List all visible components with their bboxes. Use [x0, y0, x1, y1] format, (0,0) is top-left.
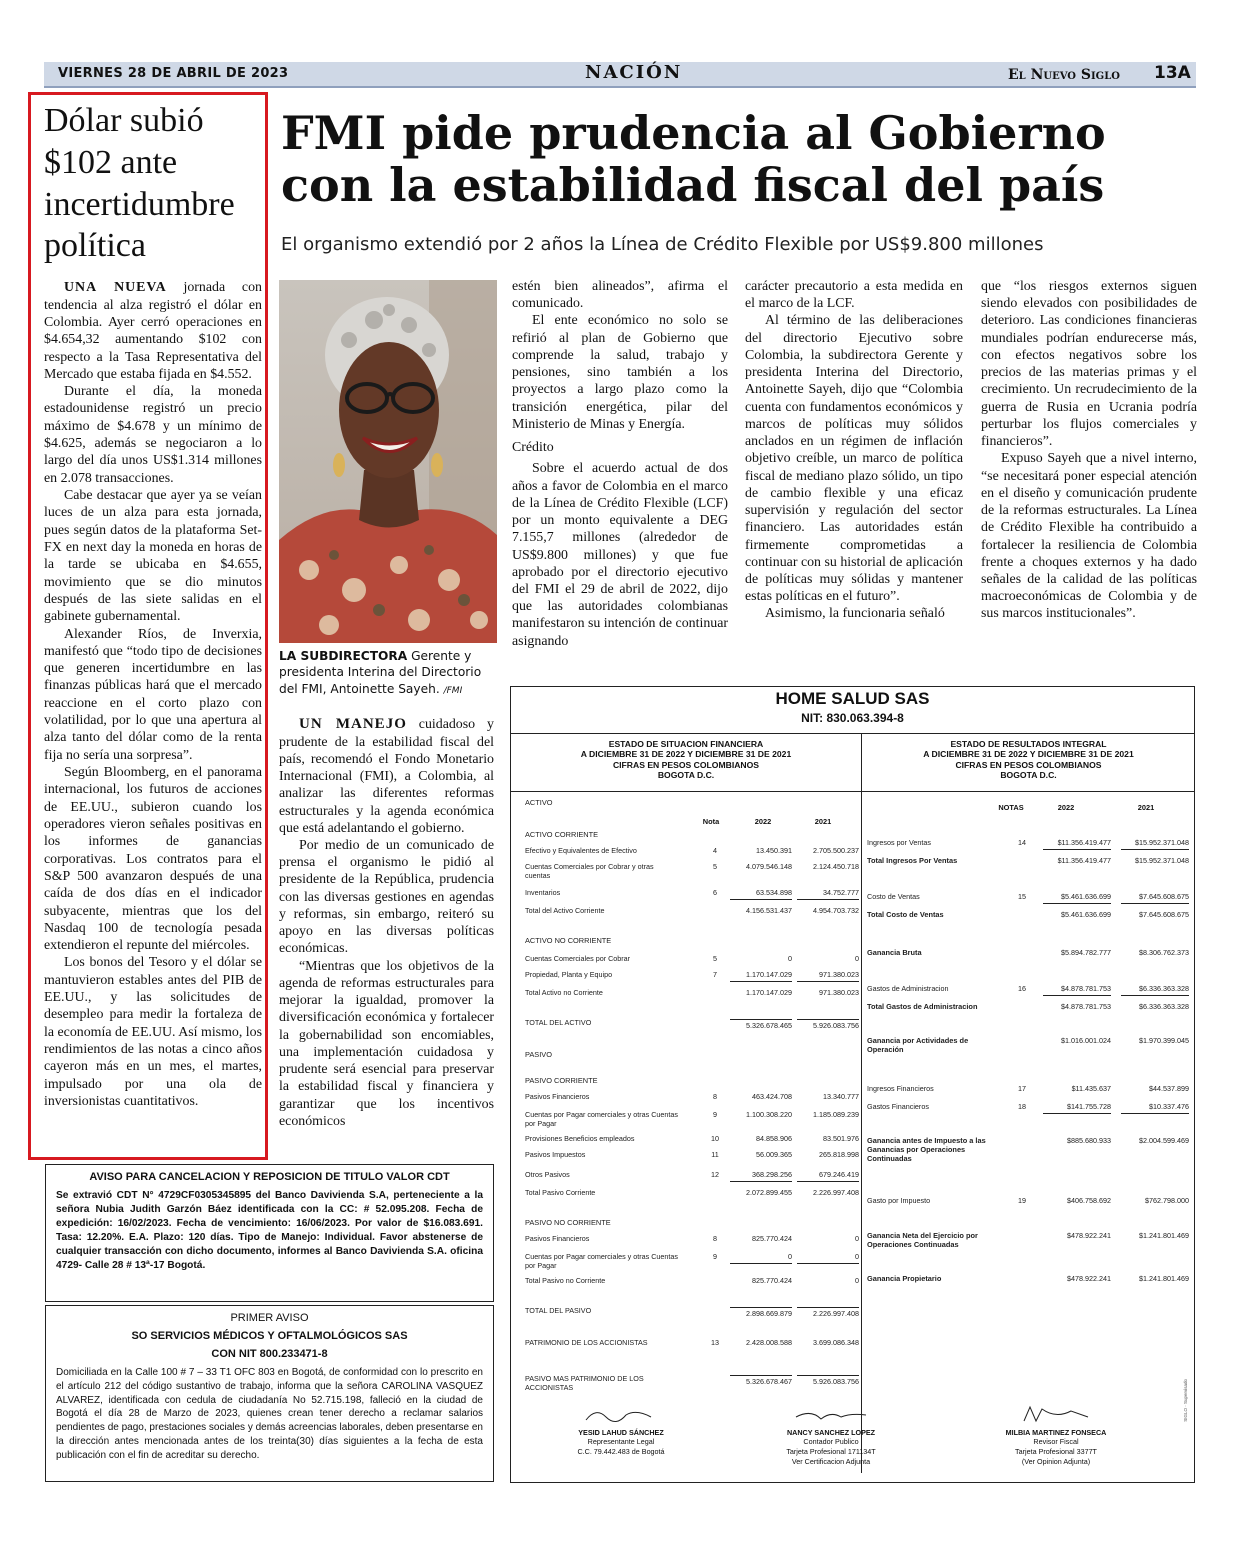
right-row-value-2022: $5.461.636.699 — [1043, 893, 1111, 904]
article-column-3 — [745, 278, 963, 623]
signature-mark — [791, 1405, 871, 1425]
left-row-label: ACTIVO — [525, 798, 553, 807]
fin-left-h4: BOGOTA D.C. — [657, 770, 715, 781]
left-row-label: Propiedad, Planta y Equipo — [525, 970, 613, 979]
left-row-label: TOTAL DEL ACTIVO — [525, 1018, 592, 1027]
main-paragraph-3: “Mientras que los objetivos de la agenda de reformas estructurales para mejorar la igualdad, promover la diversificación económica y fortalecer la gobernabilidad son encomiables, una implementación cuidadosa y prudente será esencial para preservar la estabilidad fiscal y financiera y garantizar que los incentivos económicos — [279, 958, 494, 1129]
left-row-label: Pasivos Impuestos — [525, 1150, 586, 1159]
left-row-value-2022: 1.100.308.220 — [746, 1110, 792, 1119]
right-row-value-2022: $5.461.636.699 — [1061, 910, 1111, 919]
fin-right-h2: A DICIEMBRE 31 DE 2022 Y DICIEMBRE 31 DE 2021 — [923, 749, 1134, 760]
page-number: 13A — [1154, 63, 1191, 83]
main-headline: FMI pide prudencia al Gobierno con la estabilidad fiscal del país — [281, 106, 1106, 212]
fin-right-heading — [861, 739, 1196, 781]
right-row-note: 16 — [1018, 984, 1026, 993]
fin-right-col-2022: 2022 — [1057, 803, 1075, 812]
left-paragraph-6: Los bonos del Tesoro y el dólar se mantuvieron estables antes del PIB de EE.UU., y las solicitudes de desempleo para medir la fortaleza de la economía de EE.UU. Así mismo, los rendimientos de las notas a cinco años cayeron más en un mes, el martes, impulsado por una ola de inversionistas cuantitativos. — [44, 955, 262, 1109]
first-notice-title: PRIMER AVISO — [230, 1312, 309, 1324]
main-paragraph-2: Por medio de un comunicado de prensa el organismo le pidió al presidente de la República, prudencia con las diversas gestiones en agendas y reformas, sin embargo, reiteró su apoyo en las diversas políticas económicas. — [279, 838, 494, 957]
right-row-value-2021: $1.970.399.045 — [1139, 1036, 1189, 1045]
right-row-label: Ganancia Bruta — [867, 948, 922, 957]
left-row-note: 5 — [713, 954, 717, 963]
left-row-value-2022: 56.009.365 — [756, 1150, 792, 1159]
left-row-value-2022: 4.079.546.148 — [746, 862, 792, 871]
left-row-value-2021: 0 — [855, 1276, 859, 1285]
left-paragraph-4: Alexander Ríos, de Inverxia, manifestó que “todo tipo de decisiones que generen incertidumbre en las finanzas públicas hará que el mercado reaccione en el corto plazo con volatilidad, por lo que una apertura al alza tanto del dólar como de la renta fija no sería una sorpresa”. — [44, 626, 262, 763]
right-row-label: Ganancia antes de Impuesto a las Ganancias por Operaciones Continuadas — [867, 1136, 986, 1163]
left-row-label: Total Activo no Corriente — [525, 988, 603, 997]
left-row-note: 4 — [713, 846, 717, 855]
left-row-value-2021: 971.380.023 — [819, 988, 859, 997]
photo-caption — [279, 648, 499, 697]
left-row-value-2022: 5.326.678.467 — [730, 1375, 792, 1387]
right-row-value-2021: $15.952.371.048 — [1135, 856, 1189, 865]
main-p1-text: cuidadoso y prudente de la estabilidad fiscal del país, recomendó el Fondo Monetario Internacional (FMI), a Colombia, al analizar las diferentes reformas estructurales y la agenda económica que está adelantando el gobierno. — [279, 717, 494, 836]
right-row-note: 14 — [1018, 838, 1026, 847]
sig2-note: Ver Certificacion Adjunta — [791, 1456, 871, 1466]
right-row-value-2022: $4.878.781.753 — [1061, 1002, 1111, 1011]
main-paragraph-8: Al término de las deliberaciones del directorio Ejecutivo sobre Colombia, la subdirectora Gerente y presidenta Interina del Directorio, Antoinette Sayeh, dijo que “Colombia cuenta con fundamentos económicos y marcos de políticas muy sólidos anclados en un régimen de inflación objetivo creíble, un marco de política fiscal de mediano plazo sólido, un tipo de cambio flexible y una eficaz supervisión y regulación del sector financiero. Las autoridades están firmemente comprometidas a continuar con su historial de aplicación de políticas muy sólidas y mantener estas políticas en el futuro”. — [745, 313, 963, 605]
financial-statements — [510, 686, 1195, 1483]
left-row-note: 9 — [713, 1252, 717, 1261]
left-row-value-2021: 2.705.500.237 — [813, 846, 859, 855]
left-article — [44, 100, 262, 1110]
left-row-label: ACTIVO NO CORRIENTE — [525, 936, 612, 945]
right-row-label: Ganancia Neta del Ejercicio por Operaciones Continuadas — [867, 1231, 978, 1249]
right-row-value-2022: $11.435.637 — [1071, 1084, 1111, 1093]
main-lead: UN MANEJO — [299, 716, 407, 732]
right-row-value-2021: $10.337.476 — [1121, 1103, 1189, 1114]
right-row-value-2021: $7.645.608.675 — [1121, 893, 1189, 904]
left-row-note: 11 — [711, 1150, 719, 1159]
fin-left-h1: ESTADO DE SITUACION FINANCIERA — [608, 739, 764, 749]
fin-divider-2 — [511, 791, 1194, 792]
right-row-label: Total Gastos de Administracion — [867, 1002, 978, 1011]
first-notice-body: Domiciliada en la Calle 100 # 7 – 33 T1 OFC 803 en Bogotá, de conformidad con lo prescrito en el artículo 212 del código sustantivo de trabajo, informa que la señora CAROLINA VASQUEZ ALVAREZ, identificada con cedula de ciudadanía No 52.715.198, falleció en la ciudad de Bogotá el día 28 de Marzo de 2023, quienes crean tener derecho a reclamar salarios pendientes de pago, prestaciones sociales y demás acreencias laborales, deben presentarse en la dirección antes mencionada antes de los treinta(30) días siguientes a la fecha de esta publicación con el fin de acreditar su derecho. — [56, 1367, 483, 1461]
right-row-value-2022: $141.755.728 — [1043, 1103, 1111, 1114]
sig1-role: Representante Legal — [587, 1437, 655, 1447]
sig2-id: Tarjeta Profesional 171134T — [786, 1447, 876, 1457]
left-row-label: Cuentas por Pagar comerciales y otras Cuentas por Pagar — [525, 1252, 679, 1270]
fin-company: HOME SALUD SAS — [775, 689, 930, 708]
main-paragraph-9: Asimismo, la funcionaria señaló — [765, 606, 945, 622]
left-row-note: 13 — [711, 1338, 719, 1347]
right-row-label: Costo de Ventas — [867, 892, 920, 901]
right-row-value-2022: $406.758.692 — [1067, 1196, 1111, 1205]
right-row-value-2022: $478.922.241 — [1067, 1231, 1111, 1240]
fin-left-col-2021: 2021 — [814, 817, 832, 826]
left-row-value-2022: 4.156.531.437 — [746, 906, 792, 915]
left-row-value-2022: 0 — [788, 954, 792, 963]
left-row-note: 8 — [713, 1092, 717, 1101]
sig1-id: C.C. 79.442.483 de Bogotá — [577, 1447, 665, 1457]
right-row-note: 17 — [1018, 1084, 1026, 1093]
main-paragraph-5: El ente económico no solo se refirió al plan de Gobierno que comprende la salud, trabajo y pensiones, sino también a los proyectos a largo plazo como la transición energética, pilar del Ministerio de Minas y Energía. — [512, 313, 728, 432]
right-row-label: Ingresos Financieros — [867, 1084, 934, 1093]
right-row-label: Gastos de Administracion — [867, 984, 949, 993]
main-paragraph-1 — [279, 715, 494, 837]
caption-credit: /FMI — [443, 685, 463, 696]
article-column-1 — [279, 715, 494, 1130]
right-row-note: 15 — [1018, 892, 1026, 901]
left-row-label: PASIVO NO CORRIENTE — [525, 1218, 611, 1227]
left-row-note: 6 — [713, 888, 717, 897]
left-row-label: Otros Pasivos — [525, 1170, 570, 1179]
left-row-value-2022: 1.170.147.029 — [730, 971, 792, 982]
caption-text: Gerente y presidenta Interina del Directorio del FMI, Antoinette Sayeh. — [279, 649, 482, 696]
left-row-value-2021: 34.752.777 — [797, 889, 859, 900]
signature-auditor — [971, 1405, 1141, 1467]
left-row-label: Efectivo y Equivalentes de Efectivo — [525, 846, 637, 855]
first-notice-company: SO SERVICIOS MÉDICOS Y OFTALMOLÓGICOS SAS — [131, 1330, 408, 1342]
main-paragraph-11: Expuso Sayeh que a nivel interno, “se necesitará poner especial atención en el diseño y comunicación prudente de la reformas estructurales. La Línea de Crédito Flexible ha contribuido a fortalecer la resiliencia de Colombia frente a choques externos y ha dado señales de la calidad de las políticas macroeconómicas de Colombia y de sus marcos institucionales”. — [981, 451, 1197, 622]
left-paragraph-3: Cabe destacar que ayer ya se veían luces de un alza para esta jornada, pues según datos de la plataforma Set-FX en next day la moneda en horas de la tarde se ubicaba en $4.655, movimiento que se dio minutos después de las siete salidas en el gabinete gubernamental. — [44, 488, 262, 625]
sig3-role: Revisor Fiscal — [1033, 1437, 1079, 1447]
sig2-role: Contador Publico — [803, 1437, 859, 1447]
main-paragraph-6: Sobre el acuerdo actual de dos años a favor de Colombia en el marco de la Línea de Crédito Flexible (LCF) por un monto equivalente a DEG 7.155,7 millones (alrededor de US$9.800 millones) y que fue aprobado por el directorio ejecutivo del FMI el 29 de abril de 2022, dijo que las autoridades colombianas manifestaron su intención de continuar asignando — [512, 461, 729, 649]
right-row-value-2022: $885.680.933 — [1067, 1136, 1111, 1145]
main-paragraph-4: estén bien alineados”, afirma el comunicado. — [512, 279, 728, 312]
left-row-value-2022: 0 — [730, 1253, 792, 1264]
left-row-value-2021: 3.699.086.348 — [813, 1338, 859, 1347]
left-row-value-2021: 2.226.997.408 — [813, 1188, 859, 1197]
left-p1-text: jornada con tendencia al alza registró el dólar en Colombia. Ayer cerró operaciones en $4.654,32 aumentando $102 con respecto a la Tasa Representativa del Mercado que estaba fijada en $4.552. — [44, 280, 262, 382]
left-row-value-2021: 13.340.777 — [823, 1092, 859, 1101]
main-paragraph-7: carácter precautorio a esta medida en el marco de la LCF. — [745, 279, 963, 312]
right-row-value-2021: $1.241.801.469 — [1139, 1231, 1189, 1240]
signature-legal-rep — [541, 1405, 701, 1457]
right-row-value-2022: $1.016.001.024 — [1061, 1036, 1111, 1045]
left-row-label: Pasivos Financieros — [525, 1234, 590, 1243]
left-row-label: Cuentas por Pagar comerciales y otras Cuentas por Pagar — [525, 1110, 679, 1128]
left-row-value-2021: 0 — [855, 954, 859, 963]
left-row-value-2022: 2.072.899.455 — [746, 1188, 792, 1197]
left-row-label: PASIVO MAS PATRIMONIO DE LOS ACCIONISTAS — [525, 1374, 644, 1392]
first-notice — [45, 1305, 494, 1482]
cdt-notice-title: AVISO PARA CANCELACION Y REPOSICION DE TITULO VALOR CDT — [89, 1171, 450, 1183]
left-row-value-2022: 5.326.678.465 — [730, 1019, 792, 1031]
first-notice-nit: CON NIT 800.233471-8 — [211, 1348, 328, 1360]
fin-right-h3: CIFRAS EN PESOS COLOMBIANOS — [955, 759, 1102, 770]
left-row-value-2021: 4.954.703.732 — [813, 906, 859, 915]
newspaper-name: El Nuevo Siglo — [1008, 67, 1120, 83]
right-row-value-2021: $8.306.762.373 — [1139, 948, 1189, 957]
article-column-2 — [512, 278, 728, 650]
left-row-value-2022: 1.170.147.029 — [746, 988, 792, 997]
left-row-value-2021: 2.226.997.408 — [797, 1307, 859, 1319]
right-row-label: Total Costo de Ventas — [867, 910, 944, 919]
left-row-value-2021: 679.246.419 — [797, 1171, 859, 1182]
right-row-value-2022: $5.894.782.777 — [1061, 948, 1111, 957]
right-row-label: Ganancia por Actividades de Operación — [867, 1036, 969, 1054]
signature-accountant — [751, 1405, 911, 1467]
left-row-value-2021: 971.380.023 — [797, 971, 859, 982]
right-row-value-2022: $478.922.241 — [1067, 1274, 1111, 1283]
right-row-label: Ganancia Propietario — [867, 1274, 942, 1283]
right-row-value-2021: $6.336.363.328 — [1121, 985, 1189, 996]
fin-left-col-nota: Nota — [702, 817, 720, 826]
left-row-label: Provisiones Beneficios empleados — [525, 1134, 635, 1143]
left-row-value-2022: 84.858.906 — [756, 1134, 792, 1143]
right-row-label: Ingresos por Ventas — [867, 838, 931, 847]
right-row-note: 18 — [1018, 1102, 1026, 1111]
right-row-value-2021: $7.645.608.675 — [1139, 910, 1189, 919]
fin-nit: NIT: 830.063.394-8 — [801, 711, 904, 725]
sig1-name: YESID LAHUD SÁNCHEZ — [578, 1427, 664, 1437]
left-paragraph-5: Según Bloomberg, en el panorama internacional, los futuros de acciones de EE.UU., subieron cuando los operadores vieron señales positivas en los informes de ganancias corporativas. Los contratos para el S&P 500 avanzaron después de una caída de dos días en el indicador subyacente, mientras que los del Nasdaq 100 de tecnología pesada extendieron el repunte del miércoles. — [44, 765, 262, 954]
right-row-label: Gastos Financieros — [867, 1102, 929, 1111]
right-row-value-2021: $762.798.000 — [1145, 1196, 1189, 1205]
left-lead: UNA NUEVA — [64, 280, 167, 296]
right-row-label: Gasto por Impuesto — [867, 1196, 931, 1205]
left-row-note: 12 — [711, 1170, 719, 1179]
sig3-note: (Ver Opinion Adjunta) — [1021, 1456, 1091, 1466]
left-row-value-2022: 13.450.391 — [756, 846, 792, 855]
left-row-value-2022: 2.898.669.879 — [730, 1307, 792, 1319]
fin-left-h2: A DICIEMBRE 31 DE 2022 Y DICIEMBRE 31 DE 2021 — [580, 749, 792, 760]
signature-mark — [581, 1405, 661, 1425]
sig3-id: Tarjeta Profesional 3377T — [1015, 1447, 1097, 1457]
right-row-label: Total Ingresos Por Ventas — [867, 856, 958, 865]
left-row-note: 10 — [711, 1134, 719, 1143]
left-paragraph-2: Durante el día, la moneda estadounidense registró un precio máximo de $4.678 y un mínimo de $4.625, además se negociaron a lo largo del día unos US$1.314 millones en 2.078 transacciones. — [44, 384, 262, 486]
right-row-value-2021: $44.537.899 — [1149, 1084, 1189, 1093]
credit-subheading: Crédito — [512, 440, 554, 456]
right-row-value-2021: $1.241.801.469 — [1139, 1274, 1189, 1283]
left-row-note: 5 — [713, 862, 717, 871]
sig2-name: NANCY SANCHEZ LOPEZ — [786, 1427, 876, 1437]
cdt-notice — [45, 1164, 494, 1302]
left-row-value-2021: 265.818.998 — [819, 1150, 859, 1159]
fin-right-h4: BOGOTA D.C. — [1000, 770, 1057, 781]
left-row-value-2022: 368.298.256 — [730, 1171, 792, 1182]
left-row-value-2021: 83.501.976 — [823, 1134, 859, 1143]
fin-column-divider — [861, 733, 862, 1473]
left-row-value-2021: 5.926.083.756 — [797, 1019, 859, 1031]
left-row-value-2022: 825.770.424 — [752, 1234, 792, 1243]
fin-left-col-2022: 2022 — [754, 817, 772, 826]
left-row-label: Cuentas Comerciales por Cobrar — [525, 954, 631, 963]
right-row-value-2022: $4.878.781.753 — [1043, 985, 1111, 996]
sig3-name: MILBIA MARTINEZ FONSECA — [1005, 1427, 1107, 1437]
portrait-photo — [279, 280, 497, 643]
left-row-label: Cuentas Comerciales por Cobrar y otras cuentas — [525, 862, 654, 880]
left-row-value-2021: 0 — [797, 1253, 859, 1264]
left-row-value-2022: 463.424.708 — [752, 1092, 792, 1101]
left-row-label: PATRIMONIO DE LOS ACCIONISTAS — [525, 1338, 648, 1347]
fin-right-col-2021: 2021 — [1137, 803, 1155, 812]
main-subhead: El organismo extendió por 2 años la Línea de Crédito Flexible por US$9.800 millones — [281, 234, 1044, 255]
left-row-note: 8 — [713, 1234, 717, 1243]
fin-left-heading — [511, 739, 861, 781]
caption-bold: LA SUBDIRECTORA — [279, 649, 408, 663]
left-row-value-2021: 1.185.089.239 — [813, 1110, 859, 1119]
fin-left-h3: CIFRAS EN PESOS COLOMBIANOS — [612, 759, 760, 770]
left-row-label: Inventarios — [525, 888, 561, 897]
left-row-label: PASIVO CORRIENTE — [525, 1076, 598, 1085]
left-paragraph-1 — [44, 279, 262, 383]
left-row-label: Total Pasivo no Corriente — [525, 1276, 606, 1285]
left-row-label: ACTIVO CORRIENTE — [525, 830, 599, 839]
main-paragraph-10: que “los riesgos externos siguen siendo elevados con posibilidades de deterioro. Las condiciones financieras mundiales podrían endurecerse más, con efectos negativos sobre los precios de las materias primas y el crecimiento. Un recrudecimiento de la guerra de Rusia en Ucrania podría perturbar los flujos comerciales y financieros”. — [981, 279, 1197, 450]
article-column-4 — [981, 278, 1197, 623]
right-row-value-2021: $2.004.599.469 — [1139, 1136, 1189, 1145]
left-row-value-2021: 2.124.450.718 — [813, 862, 859, 871]
left-row-value-2021: 0 — [855, 1234, 859, 1243]
left-row-note: 9 — [713, 1110, 717, 1119]
left-row-value-2021: 5.926.083.756 — [797, 1375, 859, 1387]
right-row-value-2022: $11.356.419.477 — [1043, 839, 1111, 850]
vertical-note: SIGLO · Supervisado — [1183, 1379, 1188, 1422]
left-row-note: 7 — [713, 970, 717, 979]
left-row-label: Total del Activo Corriente — [525, 906, 605, 915]
left-row-label: Pasivos Financieros — [525, 1092, 590, 1101]
right-row-value-2022: $11.356.419.477 — [1057, 856, 1111, 865]
right-row-value-2021: $15.952.371.048 — [1121, 839, 1189, 850]
right-row-note: 19 — [1018, 1196, 1026, 1205]
section-title: NACIÓN — [585, 62, 683, 83]
cdt-notice-body: Se extravió CDT N° 4729CF0305345895 del Banco Davivienda S.A, perteneciente a la señora Nubia Judith Garzón Báez identificada con la CC: # 52.095.208. Fecha de expedición: 16/02/2023. Fecha de vencimiento: 16/06/2023. Por valor de $16.083.691. Tasa: 12.20%. E.A. Plazo: 120 días. Tipo de Manejo: Individual. Favor abstenerse de cualquier transacción con dicho documento, informes al Banco Davivienda S.A. oficina 4729- Calle 28 # 13ª-17 Bogotá. — [56, 1190, 483, 1272]
left-row-value-2022: 63.534.898 — [730, 889, 792, 900]
fin-right-col-notas: NOTAS — [998, 803, 1024, 812]
left-row-value-2022: 825.770.424 — [752, 1276, 792, 1285]
left-row-label: TOTAL DEL PASIVO — [525, 1306, 592, 1315]
signature-mark — [1016, 1405, 1096, 1425]
left-article-title: Dólar subió $102 ante incertidumbre política — [44, 102, 235, 265]
fin-right-h1: ESTADO DE RESULTADOS INTEGRAL — [950, 739, 1107, 749]
left-row-value-2022: 2.428.008.588 — [746, 1338, 792, 1347]
fin-divider — [511, 733, 1194, 734]
right-row-value-2021: $6.336.363.328 — [1139, 1002, 1189, 1011]
left-row-label: PASIVO — [525, 1050, 552, 1059]
left-row-label: Total Pasivo Corriente — [525, 1188, 596, 1197]
header-date: VIERNES 28 DE ABRIL DE 2023 — [58, 66, 289, 81]
